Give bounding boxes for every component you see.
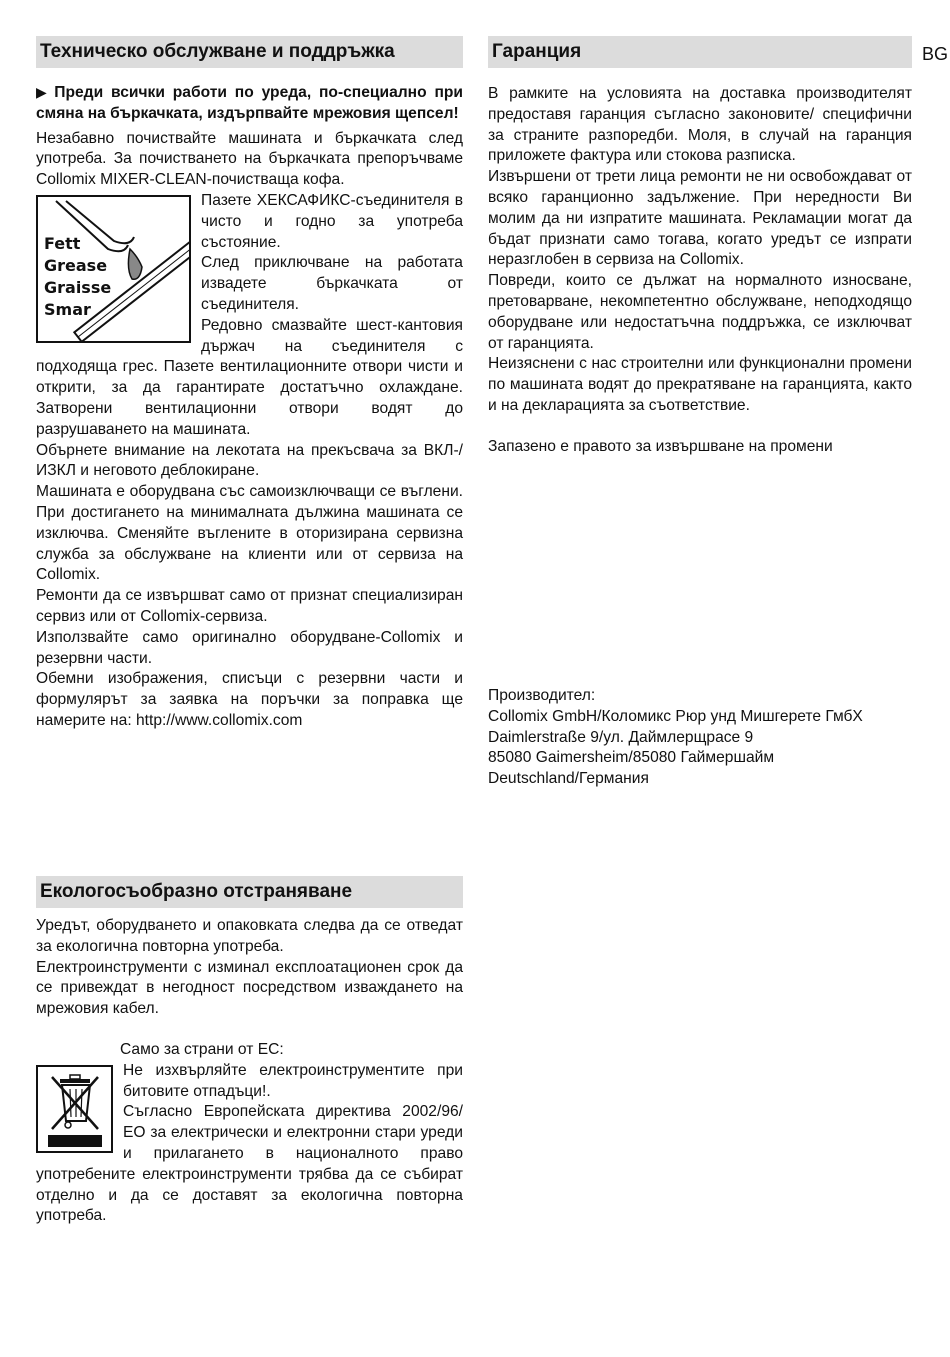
eco-disposal-section	[36, 876, 463, 1227]
warranty-section	[488, 36, 912, 458]
weee-illustration	[36, 1065, 113, 1153]
manufacturer-label: Производител:	[488, 687, 596, 704]
eco-paragraph-5: Съгласно Европейската директива 2002/96/ЕО за електрически и електронни стари уреди и прилагането в националното право употребените електроинструменти трябва да се събират отделно и да се доставят за екологична повторна употреба.	[36, 1103, 463, 1225]
eco-title: Екологосъобразно отстраняване	[36, 876, 463, 908]
warranty-paragraph-5: Запазено е правото за извършване на промени	[488, 437, 833, 455]
language-tag: BG	[922, 44, 949, 64]
maintenance-paragraph-3: След приключване на работата извадете бъркачката от съединителя.	[201, 254, 463, 313]
grease-label-2: Grease	[44, 255, 108, 275]
warranty-paragraph-3: Повреди, които се дължат на нормалното износване, претоварване, некомпетентно обслужване, неподходящо оборудване или недостатъчна поддръжка, се изключват от гаранцията.	[488, 272, 912, 352]
eco-paragraph-1: Уредът, оборудването и опаковката следва да се отведат за екологична повторна употреба.	[36, 917, 463, 955]
manufacturer-address	[488, 686, 912, 790]
warning-triangle-icon: ▶	[36, 84, 51, 100]
crossed-bin-icon	[38, 1067, 111, 1151]
grease-icon	[38, 197, 189, 341]
maintenance-section	[36, 36, 463, 732]
manufacturer-line-4: Deutschland/Германия	[488, 770, 649, 788]
grease-illustration	[36, 195, 191, 343]
eco-paragraph-2: Електроинструменти с изминал експлоатационен срок да се привеждат в негодност посредством изваждането на мрежовия кабел.	[36, 958, 463, 1018]
warranty-paragraph-2: Извършени от трети лица ремонти не ни освобождават от всяко гаранционно задължение. При нередности Ви молим да ни изпратите машината. Рекламации могат да бъдат признати само тогава, когато уредът се изпрати неразглобен в сервиза на Collomix.	[488, 168, 912, 269]
eco-paragraph-3: Само за страни от ЕС:	[120, 1040, 284, 1058]
grease-label-3: Graisse	[44, 277, 112, 297]
maintenance-paragraph-5: Обърнете внимание на лекотата на прекъсвача за ВКЛ-/ИЗКЛ и неговото деблокиране.	[36, 441, 463, 480]
maintenance-warning	[36, 82, 463, 125]
warranty-title: Гаранция	[488, 36, 912, 68]
maintenance-paragraph-8: Използвайте само оригинално оборудване-Collomix и резервни части.	[36, 628, 463, 667]
maintenance-paragraph-1: Незабавно почиствайте машината и бъркачката след употреба. За почистването на бъркачката препоръчваме Collomix MIXER-CLEAN-почистваща кофа.	[36, 129, 463, 189]
maintenance-title: Техническо обслужване и поддръжка	[36, 36, 463, 68]
manufacturer-line-1: Collomix GmbH/Коломикс Рюр унд Мишгерете ГмбХ	[488, 707, 863, 725]
maintenance-paragraph-7: Ремонти да се извършват само от признат специализиран сервиз или от Collomix-сервиза.	[36, 587, 463, 625]
warning-text: Преди всички работи по уреда, по-специално при смяна на бъркачката, издърпвайте мрежовия щепсел!	[36, 84, 463, 122]
manufacturer-line-3: 85080 Gaimersheim/85080 Гаймершайм	[488, 749, 775, 767]
manufacturer-line-2: Daimlerstraße 9/ул. Даймлерщрасе 9	[488, 728, 754, 746]
grease-label-4: Smar	[44, 299, 91, 319]
warranty-paragraph-1: В рамките на условията на доставка производителят предоставя гаранция съгласно законовите/ специфични за страните разпоредби. Моля, в случай на гаранция приложете фактура или стокова разписка.	[488, 85, 912, 165]
eco-paragraph-4: Не изхвърляйте електроинструментите при битовите отпадъци!.	[123, 1061, 463, 1100]
grease-label-1: Fett	[44, 233, 81, 253]
maintenance-paragraph-6: Машината е оборудвана със самоизключващи се въглени. При достигането на минималната дължина машината се изключва. Сменяйте въглените в оторизирана сервизна служба за обслужване на клиенти или от сервиза на Collomix.	[36, 483, 463, 584]
warranty-paragraph-4: Неизяснени с нас строителни или функционални промени по машината водят до прекратяване на гаранцията, както и на декларацията за съответствие.	[488, 355, 912, 414]
maintenance-paragraph-4: Редовно смазвайте шест-кантовия държач на съединителя с подходяща грес. Пазете вентилационните отвори чисти и открити, за да гарантирате достатъчно охлаждане. Затворени вентилационни отвори водят до разрушаването на машината.	[36, 316, 463, 438]
maintenance-paragraph-9: Обемни изображения, списъци с резервни части и формулярът за заявка на поръчки за поправка ще намерите на: http://www.collomix.com	[36, 670, 463, 729]
maintenance-paragraph-2: Пазете ХЕКСАФИКС-съединителя в чисто и годно за употреба състояние.	[201, 191, 463, 251]
